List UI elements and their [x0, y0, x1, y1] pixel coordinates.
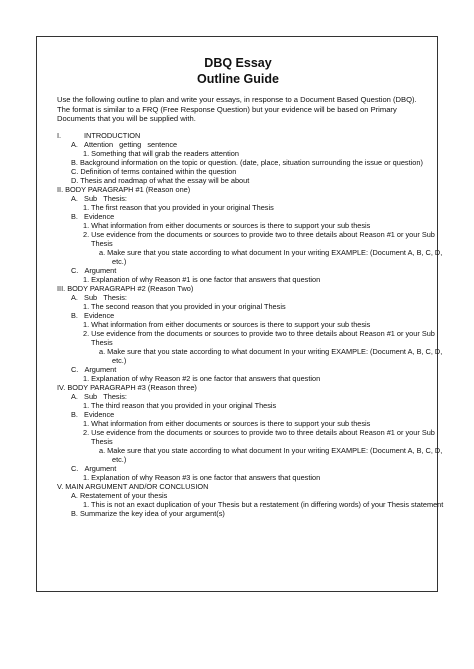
- section-4-item-b2-cont: Thesis: [91, 437, 113, 446]
- section-3-item-a: A. Sub Thesis:: [71, 293, 127, 302]
- section-2-item-b1: 1. What information from either documents or sources is there to support your sub thesis: [83, 221, 371, 230]
- section-2-item-b2a-cont: etc.): [112, 257, 127, 266]
- section-3-item-b1: 1. What information from either documents or sources is there to support your sub thesis: [83, 320, 371, 329]
- section-3-item-a1: 1. The second reason that you provided in your original Thesis: [83, 302, 286, 311]
- section-3-item-b2-cont: Thesis: [91, 338, 113, 347]
- section-2-item-b2: 2. Use evidence from the documents or sources to provide two to three details about Reason #1 or your Sub: [83, 230, 435, 239]
- section-1-number: I.: [57, 131, 62, 140]
- section-3-item-c: C. Argument: [71, 365, 117, 374]
- section-4-item-a1: 1. The third reason that you provided in your original Thesis: [83, 401, 277, 410]
- section-2-item-b: B. Evidence: [71, 212, 115, 221]
- document-title: [37, 55, 439, 87]
- section-5-item-b: B. Summarize the key idea of your argument(s): [71, 509, 225, 518]
- section-1-heading: INTRODUCTION: [84, 131, 141, 140]
- section-4-heading: IV. BODY PARAGRAPH #3 (Reason three): [57, 383, 197, 392]
- section-2-item-b2-cont: Thesis: [91, 239, 113, 248]
- section-1-item-b: B. Background information on the topic or question. (date, place, situation surrounding the issue or question): [71, 158, 423, 167]
- section-2-item-c: C. Argument: [71, 266, 117, 275]
- section-3-item-c1: 1. Explanation of why Reason #2 is one factor that answers that question: [83, 374, 321, 383]
- section-4-item-b2a: a. Make sure that you state according to what document In your writing EXAMPLE: (Document A, B, C, D,: [99, 446, 443, 455]
- intro-paragraph: Use the following outline to plan and write your essays, in response to a Document Based Question (DBQ). The format is similar to a FRQ (Free Response Question) but your evidence will be based on Primary Documents that you will be supplied with.: [57, 95, 417, 124]
- section-1-item-a: A. Attention getting sentence: [71, 140, 178, 149]
- section-5-item-a: A. Restatement of your thesis: [71, 491, 168, 500]
- section-4-item-b2a-cont: etc.): [112, 455, 127, 464]
- section-1-item-a1: 1. Something that will grab the readers attention: [83, 149, 239, 158]
- section-4-item-b2: 2. Use evidence from the documents or sources to provide two to three details about Reason #1 or your Sub: [83, 428, 435, 437]
- section-2-item-a: A. Sub Thesis:: [71, 194, 127, 203]
- section-1-item-d: D. Thesis and roadmap of what the essay will be about: [71, 176, 250, 185]
- title-line-2: Outline Guide: [197, 72, 279, 86]
- section-4-item-a: A. Sub Thesis:: [71, 392, 127, 401]
- title-line-1: DBQ Essay: [204, 56, 272, 70]
- section-2-item-c1: 1. Explanation of why Reason #1 is one factor that answers that question: [83, 275, 321, 284]
- section-1-item-c: C. Definition of terms contained within the question: [71, 167, 237, 176]
- section-2-item-a1: 1. The first reason that you provided in your original Thesis: [83, 203, 274, 212]
- section-5-item-a1: 1. This is not an exact duplication of your Thesis but a restatement (in differing words) of your Thesis statement: [83, 500, 444, 509]
- section-4-item-c: C. Argument: [71, 464, 117, 473]
- document-page: [36, 36, 444, 592]
- section-2-item-b2a: a. Make sure that you state according to what document In your writing EXAMPLE: (Document A, B, C, D,: [99, 248, 443, 257]
- section-4-item-c1: 1. Explanation of why Reason #3 is one factor that answers that question: [83, 473, 321, 482]
- section-4-item-b1: 1. What information from either documents or sources is there to support your sub thesis: [83, 419, 371, 428]
- section-4-item-b: B. Evidence: [71, 410, 115, 419]
- section-3-item-b: B. Evidence: [71, 311, 115, 320]
- section-3-item-b2a-cont: etc.): [112, 356, 127, 365]
- section-3-item-b2: 2. Use evidence from the documents or sources to provide two to three details about Reason #1 or your Sub: [83, 329, 435, 338]
- section-5-heading: V. MAIN ARGUMENT AND/OR CONCLUSION: [57, 482, 209, 491]
- section-2-heading: II. BODY PARAGRAPH #1 (Reason one): [57, 185, 191, 194]
- section-3-item-b2a: a. Make sure that you state according to what document In your writing EXAMPLE: (Document A, B, C, D,: [99, 347, 443, 356]
- section-3-heading: III. BODY PARAGRAPH #2 (Reason Two): [57, 284, 194, 293]
